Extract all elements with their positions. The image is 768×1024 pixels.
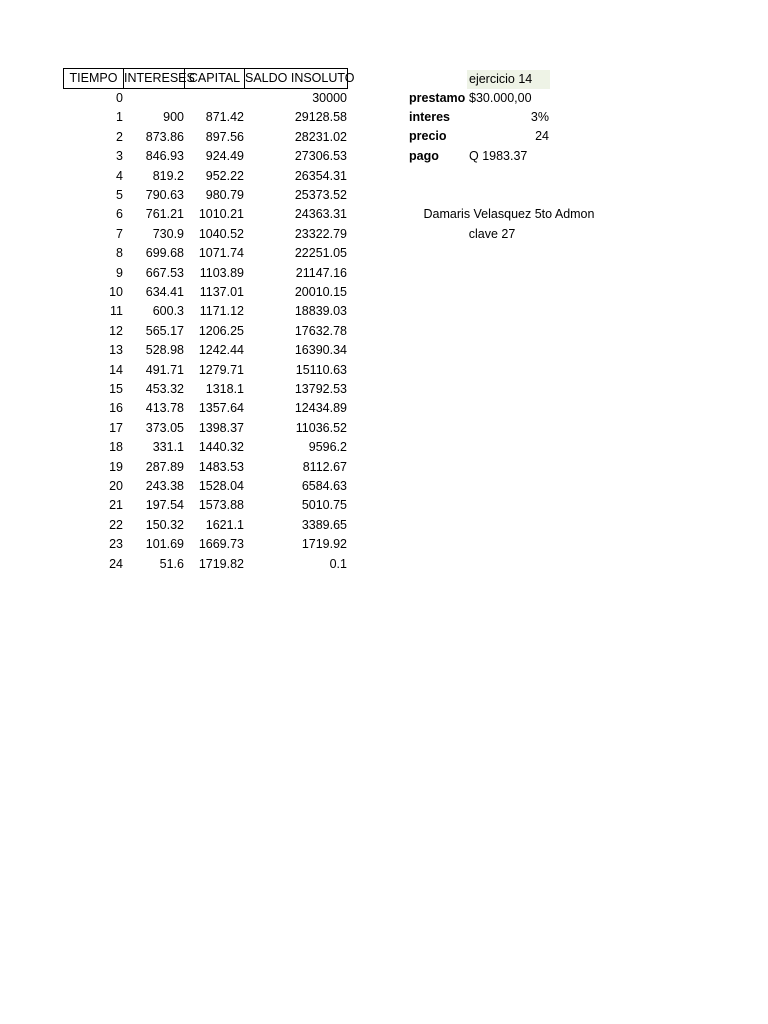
author-clave: clave 27 <box>468 227 516 241</box>
cell-intereses <box>123 89 184 108</box>
cell-intereses: 453.32 <box>145 382 184 396</box>
cell-intereses: 600.3 <box>152 304 184 318</box>
cell-capital: 897.56 <box>205 130 244 144</box>
cell-saldo: 28231.02 <box>294 130 347 144</box>
cell-saldo: 0.1 <box>329 557 347 571</box>
interes-label: interes <box>409 110 450 124</box>
cell-saldo: 21147.16 <box>295 266 347 280</box>
exercise-title: ejercicio 14 <box>467 70 550 89</box>
cell-saldo: 29128.58 <box>294 110 347 124</box>
cell-tiempo: 6 <box>116 207 123 221</box>
cell-tiempo: 1 <box>116 110 123 124</box>
cell-capital: 871.42 <box>205 110 244 124</box>
header-intereses: INTERESES <box>123 68 185 89</box>
cell-tiempo: 8 <box>116 246 123 260</box>
cell-tiempo: 5 <box>116 188 123 202</box>
cell-saldo: 26354.31 <box>294 169 347 183</box>
cell-saldo: 23322.79 <box>294 227 347 241</box>
cell-capital: 1103.89 <box>199 266 244 280</box>
cell-intereses: 565.17 <box>145 324 184 338</box>
cell-intereses: 667.53 <box>145 266 184 280</box>
cell-saldo: 3389.65 <box>301 518 347 532</box>
cell-tiempo: 12 <box>109 324 123 338</box>
cell-tiempo: 0 <box>116 91 123 105</box>
cell-saldo: 6584.63 <box>301 479 347 493</box>
cell-capital: 1398.37 <box>198 421 244 435</box>
cell-capital: 1357.64 <box>198 401 244 415</box>
cell-tiempo: 11 <box>110 304 123 318</box>
cell-saldo: 11036.52 <box>295 421 347 435</box>
cell-capital: 1440.32 <box>198 440 244 454</box>
cell-intereses: 373.05 <box>145 421 184 435</box>
prestamo-label: prestamo <box>409 91 466 105</box>
cell-intereses: 846.93 <box>145 149 184 163</box>
cell-saldo: 27306.53 <box>294 149 347 163</box>
cell-tiempo: 22 <box>109 518 123 532</box>
cell-saldo: 8112.67 <box>302 460 347 474</box>
cell-intereses: 790.63 <box>145 188 184 202</box>
cell-saldo: 16390.34 <box>294 343 347 357</box>
cell-intereses: 900 <box>163 110 184 124</box>
cell-capital: 1528.04 <box>198 479 244 493</box>
cell-tiempo: 7 <box>116 227 123 241</box>
precio-label: precio <box>409 129 447 143</box>
cell-saldo: 5010.75 <box>301 498 347 512</box>
cell-saldo: 18839.03 <box>294 304 347 318</box>
interes-value: 3% <box>530 110 549 124</box>
cell-capital: 1573.88 <box>198 498 244 512</box>
cell-capital: 1040.52 <box>198 227 244 241</box>
cell-tiempo: 3 <box>116 149 123 163</box>
cell-tiempo: 15 <box>109 382 123 396</box>
cell-intereses: 699.68 <box>145 246 184 260</box>
cell-intereses: 101.69 <box>145 537 184 551</box>
cell-tiempo: 9 <box>116 266 123 280</box>
cell-capital: 1010.21 <box>198 207 244 221</box>
cell-capital: 1206.25 <box>198 324 244 338</box>
cell-intereses: 528.98 <box>145 343 184 357</box>
cell-capital: 1621.1 <box>205 518 244 532</box>
cell-tiempo: 13 <box>109 343 123 357</box>
cell-capital <box>184 89 244 108</box>
cell-saldo: 22251.05 <box>294 246 347 260</box>
cell-capital: 1669.73 <box>198 537 244 551</box>
cell-intereses: 819.2 <box>152 169 184 183</box>
cell-saldo: 1719.92 <box>301 537 347 551</box>
cell-capital: 1279.71 <box>198 363 244 377</box>
cell-saldo: 30000 <box>312 91 347 105</box>
cell-tiempo: 24 <box>109 557 123 571</box>
cell-intereses: 873.86 <box>145 130 184 144</box>
cell-intereses: 51.6 <box>159 557 184 571</box>
cell-capital: 1071.74 <box>198 246 244 260</box>
cell-intereses: 761.21 <box>145 207 184 221</box>
cell-saldo: 12434.89 <box>294 401 347 415</box>
cell-intereses: 491.71 <box>145 363 184 377</box>
cell-tiempo: 18 <box>109 440 123 454</box>
cell-tiempo: 19 <box>109 460 123 474</box>
cell-intereses: 634.41 <box>145 285 184 299</box>
cell-intereses: 331.1 <box>152 440 184 454</box>
cell-capital: 1318.1 <box>205 382 244 396</box>
cell-tiempo: 23 <box>109 537 123 551</box>
cell-tiempo: 10 <box>109 285 123 299</box>
cell-capital: 1171.12 <box>199 304 244 318</box>
cell-capital: 1137.01 <box>199 285 244 299</box>
cell-capital: 952.22 <box>205 169 244 183</box>
precio-value: 24 <box>535 129 549 143</box>
cell-saldo: 13792.53 <box>294 382 347 396</box>
cell-tiempo: 2 <box>116 130 123 144</box>
prestamo-value: $30.000,00 <box>469 91 532 105</box>
cell-capital: 980.79 <box>205 188 244 202</box>
cell-saldo: 9596.2 <box>308 440 347 454</box>
cell-tiempo: 17 <box>109 421 123 435</box>
cell-capital: 1719.82 <box>198 557 244 571</box>
cell-tiempo: 21 <box>109 498 123 512</box>
cell-capital: 924.49 <box>205 149 244 163</box>
cell-intereses: 730.9 <box>152 227 184 241</box>
cell-intereses: 243.38 <box>145 479 184 493</box>
cell-capital: 1483.53 <box>198 460 244 474</box>
cell-tiempo: 16 <box>109 401 123 415</box>
cell-saldo: 24363.31 <box>294 207 347 221</box>
author-name: Damaris Velasquez 5to Admon <box>423 207 595 221</box>
cell-intereses: 150.32 <box>145 518 184 532</box>
header-saldo-insoluto: SALDO INSOLUTO <box>244 68 348 89</box>
header-capital: CAPITAL <box>184 68 245 89</box>
cell-saldo: 20010.15 <box>294 285 347 299</box>
cell-tiempo: 20 <box>109 479 123 493</box>
cell-intereses: 197.54 <box>145 498 184 512</box>
pago-label: pago <box>409 149 439 163</box>
pago-value: Q 1983.37 <box>469 149 528 163</box>
cell-saldo: 15110.63 <box>295 363 347 377</box>
header-tiempo: TIEMPO <box>63 68 124 89</box>
cell-capital: 1242.44 <box>198 343 244 357</box>
cell-intereses: 287.89 <box>145 460 184 474</box>
cell-tiempo: 4 <box>116 169 123 183</box>
cell-saldo: 17632.78 <box>294 324 347 338</box>
cell-saldo: 25373.52 <box>294 188 347 202</box>
cell-intereses: 413.78 <box>145 401 184 415</box>
cell-tiempo: 14 <box>109 363 123 377</box>
